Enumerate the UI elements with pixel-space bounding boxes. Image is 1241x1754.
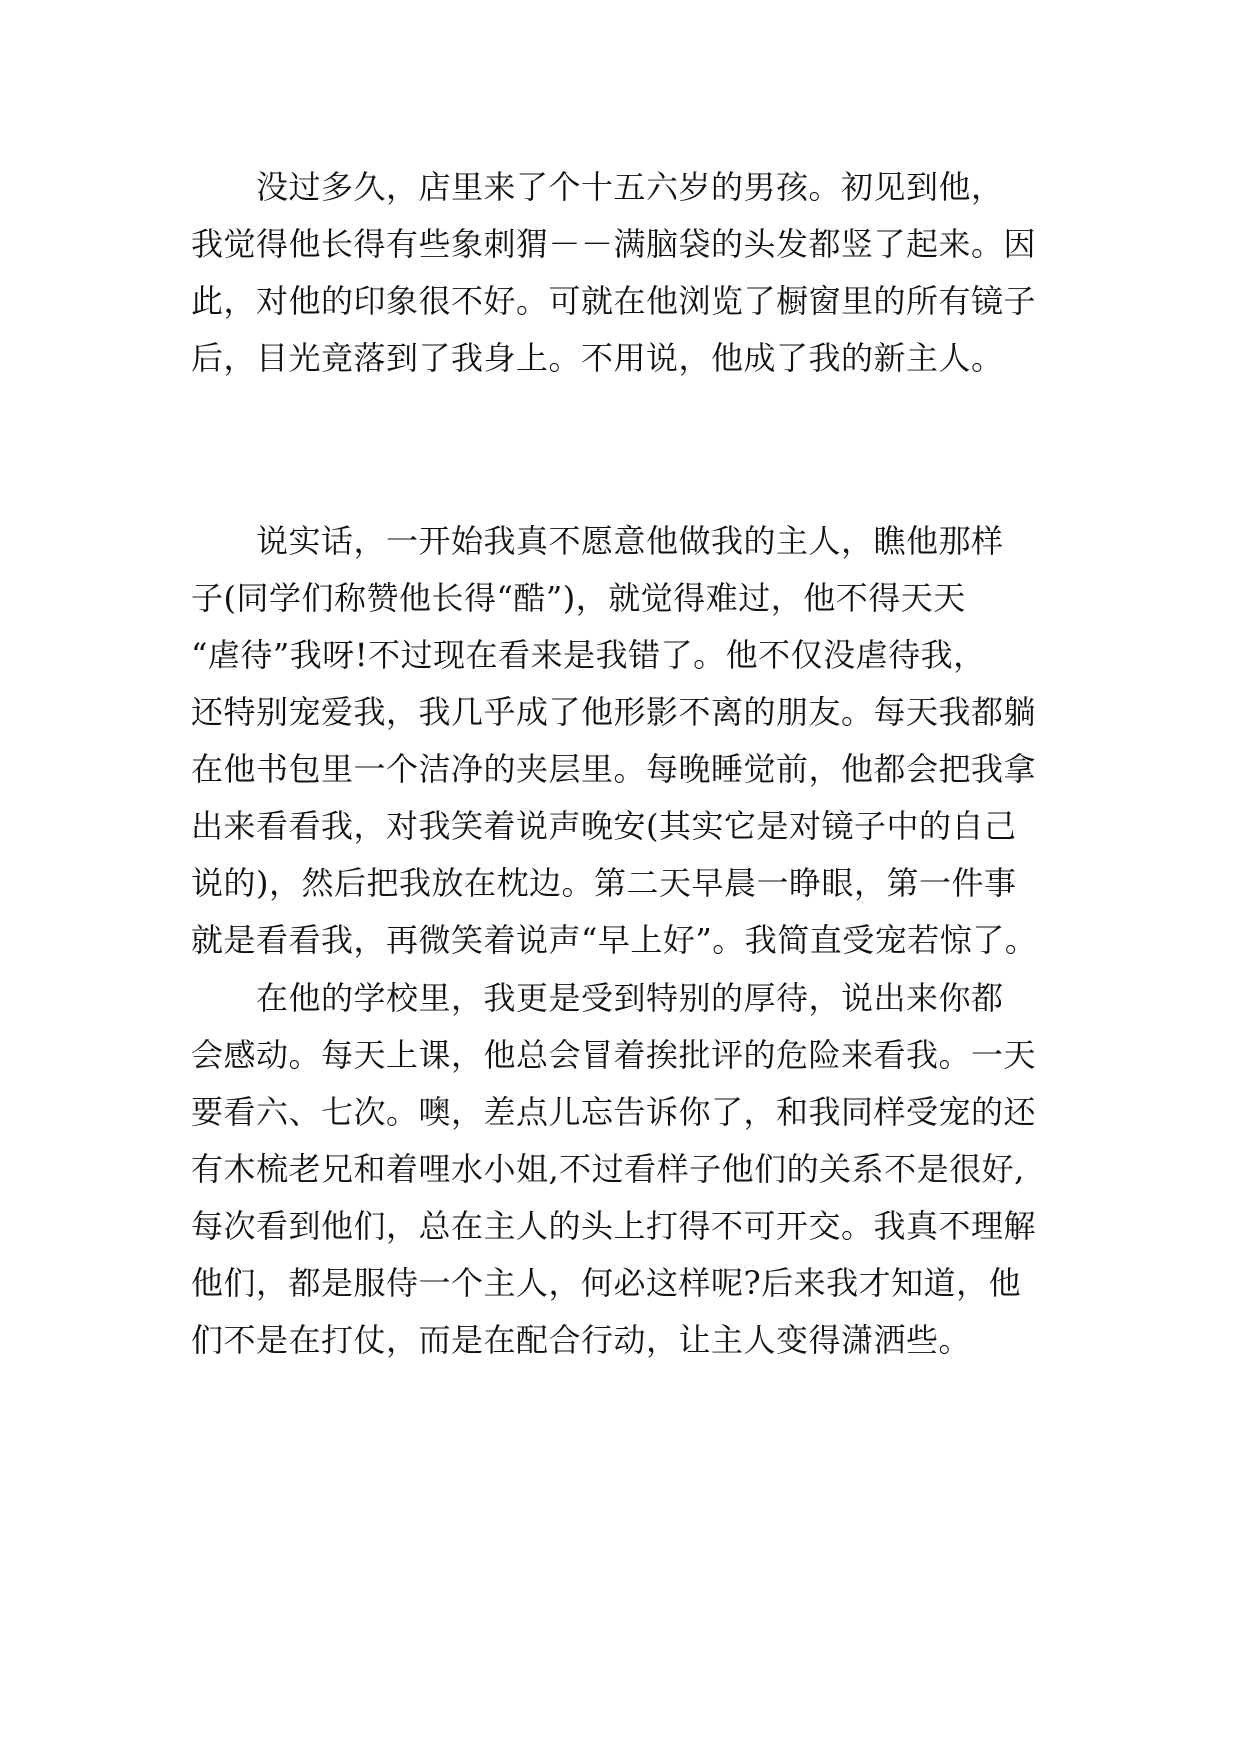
text-line: 说的)，然后把我放在枕边。第二天早晨一睁眼，第一件事: [191, 864, 1017, 902]
text-line: 他们，都是服侍一个主人，何必这样呢?后来我才知道，他: [191, 1264, 1022, 1302]
text-line: 子(同学们称赞他长得“酷”)，就觉得难过，他不得天天: [191, 579, 966, 617]
paragraph-2: [191, 513, 1071, 969]
text-line: 出来看看我，对我笑着说声晚安(其实它是对镜子中的自己: [191, 807, 1017, 845]
text-line: 说实话，一开始我真不愿意他做我的主人，瞧他那样: [191, 522, 1004, 560]
text-line: 我觉得他长得有些象刺猬－－满脑袋的头发都竖了起来。因: [191, 225, 1037, 263]
paragraph-3: [191, 970, 1071, 1369]
text-line: 有木梳老兄和着哩水小姐,不过看样子他们的关系不是很好,: [191, 1150, 1025, 1188]
text-line: 此，对他的印象很不好。可就在他浏览了橱窗里的所有镜子: [191, 282, 1037, 320]
text-line: 每次看到他们，总在主人的头上打得不可开交。我真不理解: [191, 1207, 1037, 1245]
text-line: 要看六、七次。噢，差点儿忘告诉你了，和我同样受宠的还: [191, 1093, 1037, 1131]
text-line: “虐待”我呀!不过现在看来是我错了。他不仅没虐待我，: [191, 636, 986, 674]
text-line: 没过多久，店里来了个十五六岁的男孩。初见到他，: [191, 168, 1004, 206]
text-line: 们不是在打仗，而是在配合行动，让主人变得潇洒些。: [191, 1321, 972, 1359]
text-line: 就是看看我，再微笑着说声“早上好”。我简直受宠若惊了。: [191, 921, 1038, 959]
text-line: 在他的学校里，我更是受到特别的厚待，说出来你都: [191, 979, 1004, 1017]
text-line: 在他书包里一个洁净的夹层里。每晚睡觉前，他都会把我拿: [191, 750, 1037, 788]
text-line: 会感动。每天上课，他总会冒着挨批评的危险来看我。一天: [191, 1036, 1037, 1074]
text-line: 还特别宠爱我，我几乎成了他形影不离的朋友。每天我都躺: [191, 693, 1037, 731]
text-line: 后，目光竟落到了我身上。不用说，他成了我的新主人。: [191, 339, 1004, 377]
paragraph-1: [191, 159, 1071, 387]
